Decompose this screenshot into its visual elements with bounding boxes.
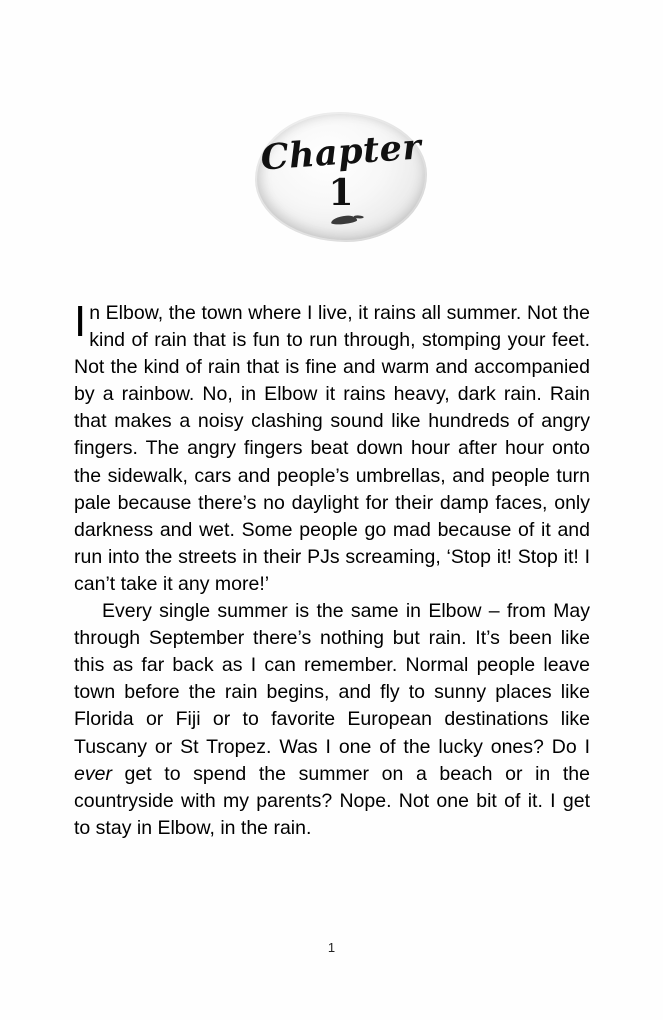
paragraph-1-text: n Elbow, the town where I live, it rains all summer. Not the kind of rain that is fun to run through, stomping your feet. Not the kind of rain that is fine and warm and accompanied by a rainbow. No, in Elbow it rains heavy, dark rain. Rain that makes a noisy clashing sound like hundreds of angry fingers. The angry fingers beat down hour after hour onto the sidewalk, cars and people’s umbrellas, and people turn pale because there’s no daylight for their damp faces, only darkness and wet. Some people go mad because of it and run into the streets in their PJs screaming, ‘Stop it! Stop it! I can’t take it any more!’: [74, 302, 590, 595]
paragraph-2-emphasis: ever: [74, 762, 112, 785]
chapter-number: 1: [328, 172, 354, 214]
paragraph-2: [74, 598, 590, 842]
page-number: 1: [327, 940, 336, 955]
paragraph-2-text-before: Every single summer is the same in Elbow – from May through September there’s nothing but rain. It’s been like this as far back as I can remember. Normal people leave town before the rain begins, and fly to sunny places like Florida or Fiji or to favorite European destinations like Tuscany or St Tropez. Was I one of the lucky ones? Do I: [74, 600, 590, 758]
chapter-medallion: [255, 112, 427, 242]
paragraph-2-text-after: get to spend the summer on a beach or in the countryside with my parents? Nope. Not one bit of it. I get to stay in Elbow, in the rain.: [74, 762, 590, 839]
chapter-body: [74, 297, 590, 842]
paragraph-1: [74, 297, 590, 598]
drop-cap: I: [74, 297, 87, 346]
chapter-label: Chapter: [259, 126, 423, 179]
